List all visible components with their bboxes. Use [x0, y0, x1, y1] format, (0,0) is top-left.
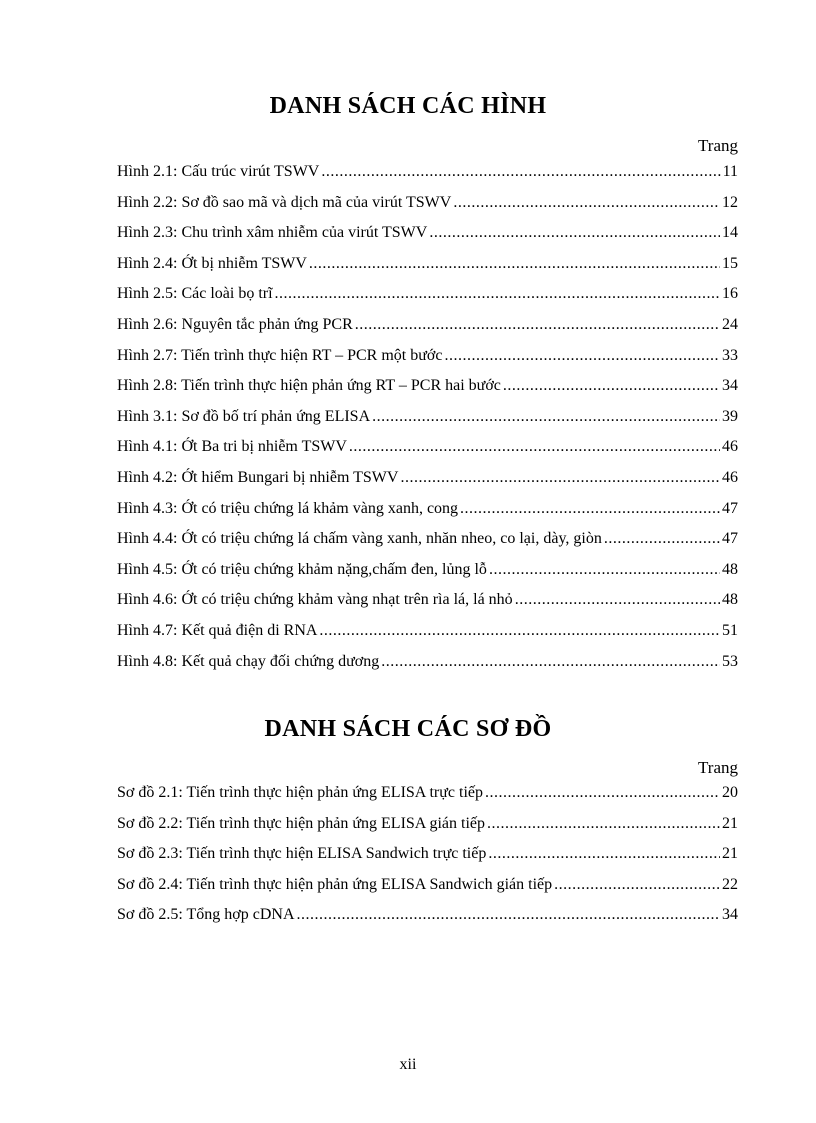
toc-entry — [117, 591, 738, 622]
toc-entry-page: 48 — [722, 560, 738, 578]
toc-entry — [117, 845, 738, 876]
toc-entry — [117, 622, 738, 653]
dot-leader — [275, 285, 720, 303]
toc-entry-page: 33 — [722, 346, 738, 364]
dot-leader — [554, 876, 720, 894]
toc-entry-label: Hình 4.8: Kết quả chạy đối chứng dương — [117, 652, 380, 670]
diagrams-page-column-header: Trang — [698, 758, 738, 777]
toc-entry-page: 22 — [722, 875, 738, 893]
toc-entry-label: Hình 2.7: Tiến trình thực hiện RT – PCR một bước — [117, 346, 443, 364]
toc-entry-page: 16 — [722, 285, 738, 303]
toc-entry-label: Hình 2.8: Tiến trình thực hiện phản ứng RT – PCR hai bước — [117, 377, 501, 395]
toc-entry-page: 34 — [722, 377, 738, 395]
toc-entry-page: 53 — [722, 652, 738, 670]
toc-entry-label: Hình 4.1: Ớt Ba tri bị nhiễm TSWV — [117, 438, 347, 456]
toc-entry-label: Hình 2.4: Ớt bị nhiễm TSWV — [117, 254, 307, 272]
toc-entry — [117, 194, 738, 225]
dot-leader — [489, 561, 720, 579]
dot-leader — [381, 653, 720, 671]
dot-leader — [503, 377, 720, 395]
toc-entry — [117, 906, 738, 937]
dot-leader — [488, 845, 720, 863]
figures-list — [117, 163, 738, 683]
toc-entry-label: Hình 2.5: Các loài bọ trĩ — [117, 285, 273, 303]
toc-entry-label: Sơ đồ 2.5: Tổng hợp cDNA — [117, 906, 295, 924]
toc-entry-page: 47 — [722, 499, 738, 517]
toc-entry-label: Sơ đồ 2.2: Tiến trình thực hiện phản ứng ELISA gián tiếp — [117, 814, 486, 832]
toc-entry-label: Hình 2.1: Cấu trúc virút TSWV — [117, 163, 320, 180]
dot-leader — [604, 530, 720, 548]
figures-list-title: DANH SÁCH CÁC HÌNH — [269, 93, 547, 119]
toc-entry-page: 48 — [722, 591, 738, 609]
toc-entry — [117, 408, 738, 439]
toc-entry-label: Hình 2.6: Nguyên tắc phản ứng PCR — [117, 315, 353, 333]
toc-entry — [117, 347, 738, 378]
toc-entry — [117, 377, 738, 408]
toc-entry-label: Hình 4.5: Ớt có triệu chứng khảm nặng,chấm đen, lủng lỗ — [117, 560, 487, 578]
toc-entry-page: 14 — [722, 224, 738, 242]
toc-entry — [117, 163, 738, 194]
toc-entry — [117, 316, 738, 347]
page-number: xii — [399, 1056, 417, 1073]
dot-leader — [321, 163, 720, 181]
toc-entry-label: Hình 4.6: Ớt có triệu chứng khảm vàng nhạt trên rìa lá, lá nhỏ — [117, 591, 513, 609]
toc-entry-label: Sơ đồ 2.3: Tiến trình thực hiện ELISA Sandwich trực tiếp — [117, 845, 487, 863]
dot-leader — [349, 438, 720, 456]
diagrams-list — [117, 784, 738, 937]
figures-page-column-header: Trang — [698, 136, 738, 155]
dot-leader — [372, 408, 720, 426]
toc-entry-page: 39 — [722, 407, 738, 425]
toc-entry-label: Sơ đồ 2.4: Tiến trình thực hiện phản ứng ELISA Sandwich gián tiếp — [117, 875, 553, 893]
toc-entry — [117, 530, 738, 561]
toc-entry — [117, 255, 738, 286]
dot-leader — [400, 469, 720, 487]
dot-leader — [515, 591, 720, 609]
dot-leader — [355, 316, 720, 334]
toc-entry-label: Hình 4.7: Kết quả điện di RNA — [117, 621, 318, 639]
dot-leader — [319, 622, 720, 640]
toc-entry-page: 12 — [722, 193, 738, 211]
dot-leader — [429, 224, 720, 242]
toc-entry-label: Hình 4.4: Ớt có triệu chứng lá chấm vàng xanh, nhăn nheo, co lại, dày, giòn — [117, 530, 602, 548]
toc-entry-page: 51 — [722, 621, 738, 639]
toc-entry — [117, 469, 738, 500]
toc-entry-label: Hình 4.3: Ớt có triệu chứng lá khảm vàng xanh, cong — [117, 499, 459, 517]
toc-entry — [117, 438, 738, 469]
toc-entry-page: 46 — [722, 468, 738, 486]
toc-entry-page: 46 — [722, 438, 738, 456]
toc-entry — [117, 285, 738, 316]
toc-entry-page: 15 — [722, 254, 738, 272]
toc-entry-page: 11 — [722, 163, 738, 180]
toc-entry-label: Hình 4.2: Ớt hiểm Bungari bị nhiễm TSWV — [117, 468, 399, 486]
toc-entry-page: 20 — [722, 784, 738, 801]
toc-entry — [117, 784, 738, 815]
dot-leader — [453, 194, 720, 212]
toc-entry-label: Hình 2.2: Sơ đồ sao mã và dịch mã của virút TSWV — [117, 193, 452, 211]
toc-entry — [117, 500, 738, 531]
diagrams-list-title: DANH SÁCH CÁC SƠ ĐỒ — [264, 716, 552, 742]
toc-entry-page: 21 — [722, 845, 738, 863]
toc-entry — [117, 815, 738, 846]
dot-leader — [309, 255, 720, 273]
dot-leader — [460, 500, 720, 518]
toc-entry-page: 24 — [722, 315, 738, 333]
toc-entry — [117, 224, 738, 255]
toc-entry-page: 34 — [722, 906, 738, 924]
toc-entry-label: Sơ đồ 2.1: Tiến trình thực hiện phản ứng ELISA trực tiếp — [117, 784, 484, 801]
toc-entry — [117, 876, 738, 907]
toc-entry-label: Hình 3.1: Sơ đồ bố trí phản ứng ELISA — [117, 407, 371, 425]
dot-leader — [485, 784, 720, 802]
dot-leader — [297, 906, 720, 924]
toc-entry-label: Hình 2.3: Chu trình xâm nhiễm của virút TSWV — [117, 224, 428, 242]
toc-entry — [117, 561, 738, 592]
toc-entry-page: 47 — [722, 530, 738, 548]
dot-leader — [487, 815, 720, 833]
toc-entry-page: 21 — [722, 814, 738, 832]
toc-entry — [117, 653, 738, 684]
dot-leader — [444, 347, 720, 365]
